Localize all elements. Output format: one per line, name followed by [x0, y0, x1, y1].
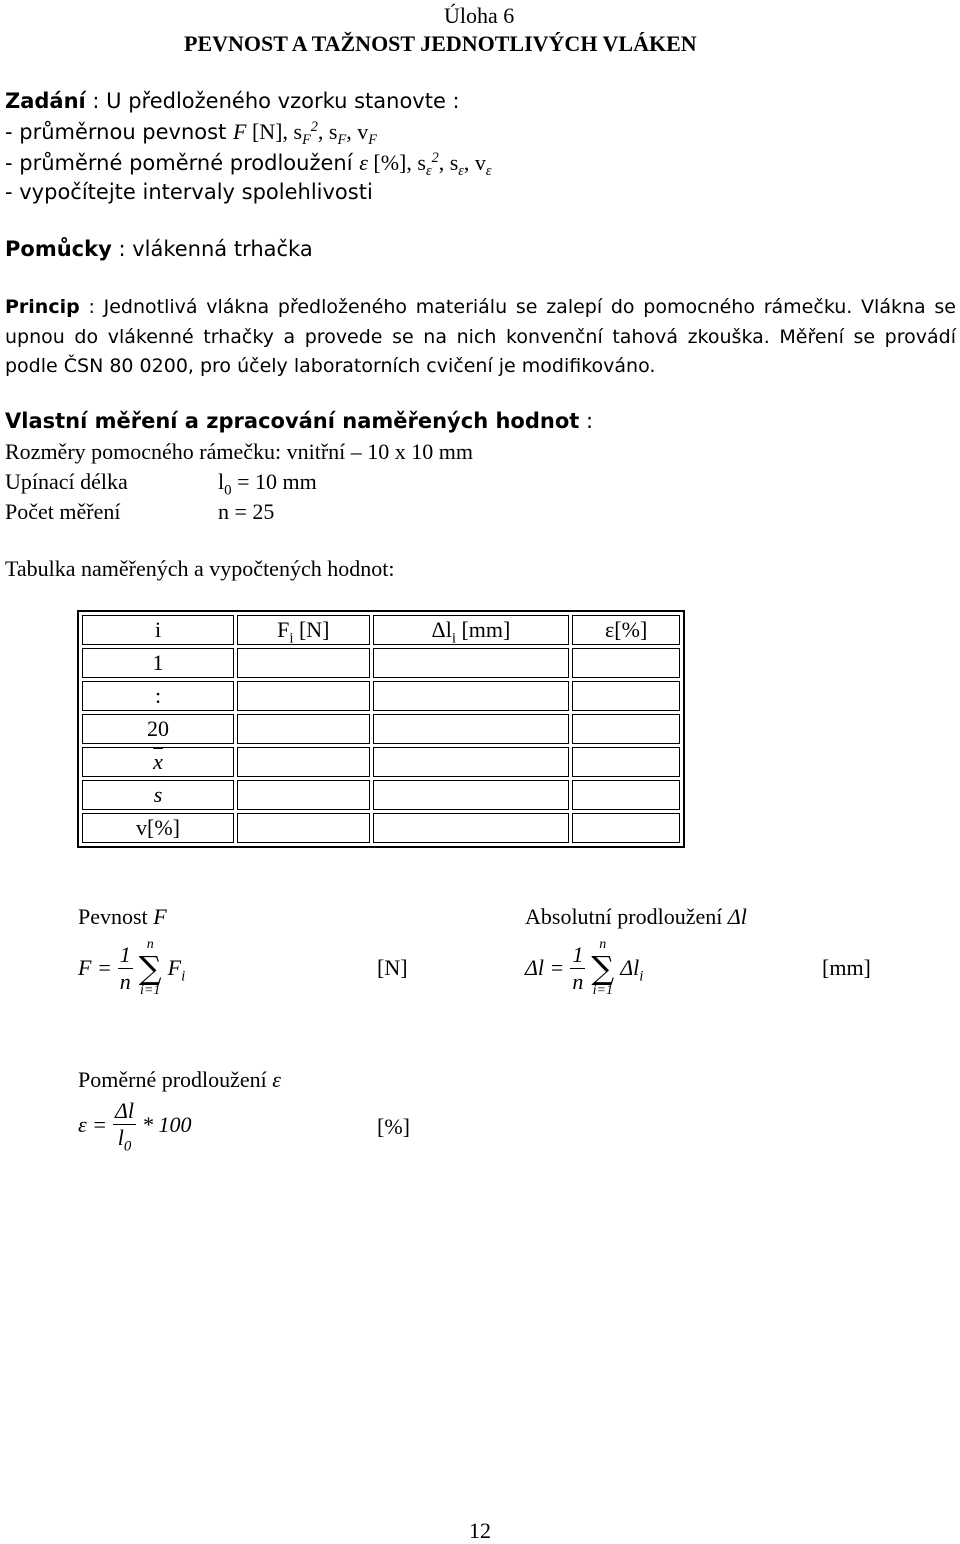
header-elongation [373, 615, 570, 645]
table-cell[interactable] [237, 780, 370, 810]
table-row [82, 747, 680, 777]
sigma-icon: ∑ [591, 949, 615, 987]
strength-formula [78, 938, 185, 998]
assignment-line-strength-prefix: - průměrnou pevnost [5, 120, 233, 144]
table-cell[interactable] [373, 813, 570, 843]
table-cell[interactable] [237, 681, 370, 711]
formula-title-text: Absolutní prodloužení [525, 904, 728, 929]
aids-line [5, 237, 313, 261]
table-row [82, 780, 680, 810]
unit-text: [N] [293, 617, 330, 642]
clamp-length-rest: = 10 mm [231, 469, 317, 494]
sum-lower-limit: i=1 [140, 983, 161, 998]
table-cell[interactable] [373, 747, 570, 777]
table-row [82, 714, 680, 744]
subscript: F [337, 132, 347, 149]
page-number: 12 [469, 1518, 491, 1543]
formula-lhs: F = [78, 955, 112, 980]
fraction-denominator [113, 1125, 136, 1155]
sum-upper-limit: n [146, 937, 154, 952]
principle-text: : Jednotlivá vlákna předloženého materiálu se zalepí do pomocného rámečku. Vlákna se upnou do vlákenné trhačky a provede se na nich konvenční tahová zkouška. Měření se provádí podle ČSN 80 0200, pro účely laboratorních cvičení je modifikováno. [5, 296, 956, 377]
table-cell[interactable] [572, 747, 680, 777]
sum-symbol [139, 938, 162, 998]
symbol-text: , s [438, 150, 459, 175]
task-number: Úloha 6 [444, 3, 515, 28]
aids-label: Pomůcky [5, 237, 112, 261]
frame-dimensions: Rozměry pomocného rámečku: vnitřní – 10 x 10 mm [5, 439, 474, 464]
table-cell[interactable] [373, 714, 570, 744]
unit-text: [%], s [367, 150, 426, 175]
measurement-count-label: Počet měření [5, 499, 121, 524]
symbol-text: , v [463, 150, 486, 175]
row-label-mean: $\overline{x}$ [82, 747, 234, 777]
strength-formula-title [78, 904, 167, 930]
table-cell[interactable] [373, 780, 570, 810]
formula-multiplier: * 100 [142, 1111, 192, 1137]
symbol-F: F [277, 617, 290, 642]
header-index: i [82, 615, 234, 645]
fraction [570, 942, 585, 995]
subscript: F [302, 132, 311, 149]
measurement-heading [5, 409, 593, 433]
sum-upper-limit: n [599, 937, 607, 952]
subscript: i [289, 630, 294, 647]
principle-paragraph [5, 293, 956, 382]
subscript: ε [458, 163, 464, 180]
symbol-F: F [233, 119, 247, 144]
symbol-epsilon: ε [272, 1067, 281, 1092]
assignment-intro-text: : U předloženého vzorku stanovte : [85, 89, 460, 113]
header-force [237, 615, 370, 645]
table-cell[interactable] [237, 648, 370, 678]
symbol-l: l [218, 469, 225, 494]
table-caption: Tabulka naměřených a vypočtených hodnot: [5, 556, 395, 581]
formula-title-text: Poměrné prodloužení [78, 1067, 273, 1092]
symbol-delta-l: Δl [620, 955, 640, 980]
fraction [113, 1098, 136, 1155]
table-cell[interactable] [572, 714, 680, 744]
table-cell[interactable] [373, 648, 570, 678]
aids-text: : vlákenná trhačka [111, 237, 313, 261]
clamp-length-value [218, 469, 317, 499]
subscript: i [181, 968, 186, 985]
table-row [82, 648, 680, 678]
rel-elongation-formula [78, 1098, 192, 1155]
row-label: 20 [82, 714, 234, 744]
row-label-std: s [82, 780, 234, 810]
table-cell[interactable] [572, 648, 680, 678]
sum-lower-limit: i=1 [592, 983, 613, 998]
fraction-numerator: 1 [572, 941, 584, 967]
abs-elongation-formula [525, 938, 643, 998]
subscript: i [451, 630, 456, 647]
row-label: : [82, 681, 234, 711]
symbol-delta-l: Δl [727, 904, 747, 929]
symbol-l: l [117, 1125, 124, 1150]
table-row [82, 813, 680, 843]
sum-symbol [591, 938, 614, 998]
table-cell[interactable] [237, 813, 370, 843]
assignment-line-elongation [5, 150, 492, 180]
formula-term [167, 955, 186, 985]
table-cell[interactable] [572, 681, 680, 711]
symbol-text: , v [346, 119, 369, 144]
fraction [118, 942, 133, 995]
symbol-delta-l: Δl [431, 617, 452, 642]
subscript: 0 [224, 482, 232, 499]
symbol-text: , s [317, 119, 338, 144]
page-title: PEVNOST A TAŽNOST JEDNOTLIVÝCH VLÁKEN [184, 31, 697, 56]
superscript: 2 [431, 150, 439, 166]
unit-text: [mm] [455, 617, 511, 642]
table-cell[interactable] [572, 780, 680, 810]
row-label: 1 [82, 648, 234, 678]
measurement-count-value: n = 25 [218, 499, 275, 524]
assignment-label: Zadání [5, 89, 86, 113]
assignment-line-strength [5, 119, 377, 149]
table-cell[interactable] [237, 714, 370, 744]
clamp-length-label: Upínací délka [5, 469, 128, 494]
table-cell[interactable] [572, 813, 680, 843]
table-cell[interactable] [373, 681, 570, 711]
fraction-numerator: Δl [115, 1098, 135, 1123]
formula-term [620, 955, 644, 985]
symbol-F: F [167, 955, 182, 980]
assignment-line-intervals: - vypočítejte intervaly spolehlivosti [5, 180, 373, 204]
formula-lhs: Δl = [525, 955, 565, 980]
row-label-cv: v[%] [82, 813, 234, 843]
fraction-denominator: n [572, 968, 584, 994]
header-relative-elongation: ε[%] [572, 615, 680, 645]
superscript: 2 [310, 119, 318, 135]
fraction-denominator: n [119, 968, 131, 994]
formula-lhs: ε = [78, 1111, 108, 1137]
measurement-label-suffix: : [579, 409, 594, 433]
symbol-epsilon: ε [359, 150, 368, 175]
assignment-intro [5, 89, 460, 113]
subscript: i [639, 968, 644, 985]
unit-text: [N], s [246, 119, 303, 144]
subscript: ε [425, 163, 432, 180]
formula-title-text: Pevnost [78, 904, 154, 929]
table-row [82, 681, 680, 711]
subscript: 0 [123, 1138, 132, 1155]
principle-label: Princip [5, 296, 80, 318]
subscript: F [368, 132, 377, 149]
abs-elongation-title [525, 904, 747, 930]
symbol-F: F [153, 904, 167, 929]
rel-elongation-unit: [%] [377, 1114, 410, 1139]
measurement-label: Vlastní měření a zpracování naměřených hodnot [5, 409, 580, 433]
assignment-line-elongation-prefix: - průměrné poměrné prodloužení [5, 151, 360, 175]
subscript: ε [485, 163, 492, 180]
sigma-icon: ∑ [138, 949, 162, 987]
fraction-numerator: 1 [119, 941, 131, 967]
table-cell[interactable] [237, 747, 370, 777]
rel-elongation-title [78, 1067, 281, 1093]
strength-unit: [N] [377, 955, 408, 980]
table-header-row [82, 615, 680, 645]
abs-elongation-unit: [mm] [822, 955, 871, 980]
measurements-table [77, 610, 685, 848]
